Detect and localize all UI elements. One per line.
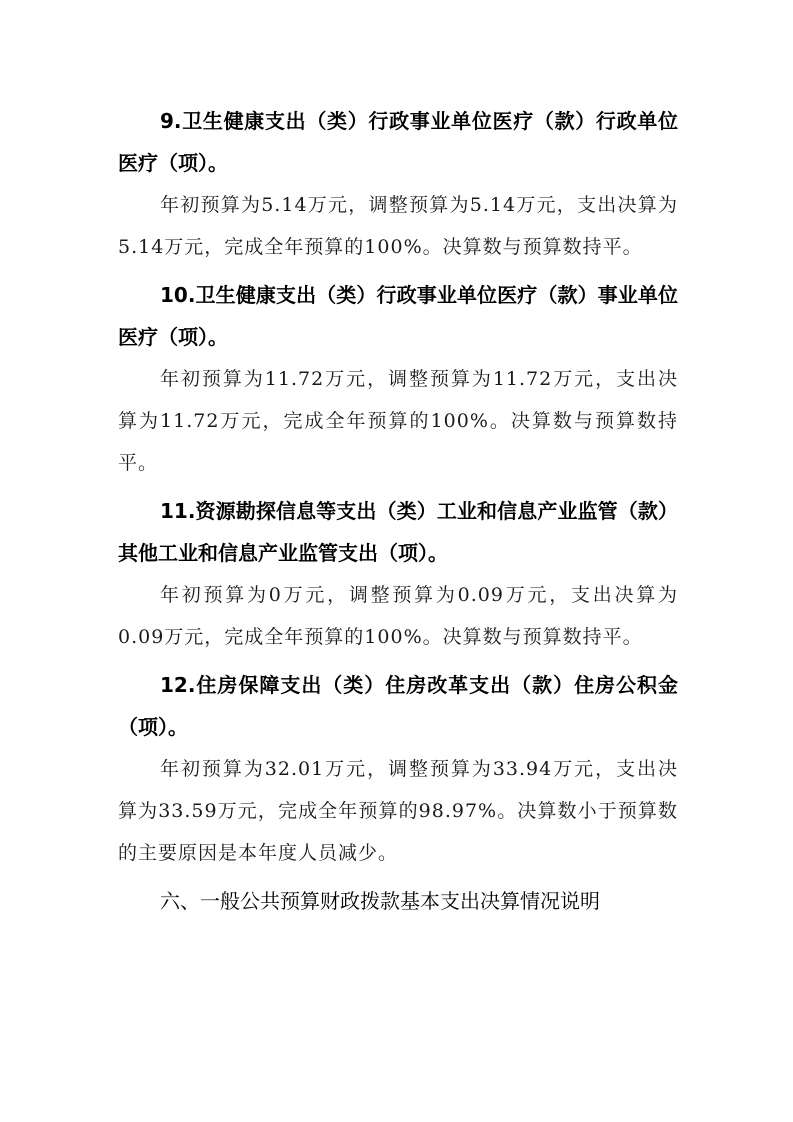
item-heading: 10.卫生健康支出（类）行政事业单位医疗（款）事业单位医疗（项）。 [118, 283, 678, 349]
item-heading: 9.卫生健康支出（类）行政事业单位医疗（款）行政单位医疗（项）。 [118, 109, 678, 175]
item-body: 年初预算为5.14万元，调整预算为5.14万元，支出决算为5.14万元，完成全年预算的100%。决算数与预算数持平。 [118, 194, 678, 258]
item-body: 年初预算为11.72万元，调整预算为11.72万元，支出决算为11.72万元，完成全年预算的100%。决算数与预算数持平。 [118, 368, 678, 474]
item-heading: 11.资源勘探信息等支出（类）工业和信息产业监管（款）其他工业和信息产业监管支出（项）。 [118, 499, 678, 565]
budget-item-9 [118, 100, 678, 268]
budget-item-11 [118, 490, 678, 658]
item-body: 年初预算为0万元，调整预算为0.09万元，支出决算为0.09万元，完成全年预算的100%。决算数与预算数持平。 [118, 584, 678, 648]
budget-item-12 [118, 664, 678, 874]
section-title: 六、一般公共预算财政拨款基本支出决算情况说明 [160, 889, 600, 913]
budget-item-10 [118, 274, 678, 484]
item-body: 年初预算为32.01万元，调整预算为33.94万元，支出决算为33.59万元，完成全年预算的98.97%。决算数小于预算数的主要原因是本年度人员减少。 [118, 758, 678, 864]
item-heading: 12.住房保障支出（类）住房改革支出（款）住房公积金（项）。 [118, 673, 678, 739]
document-body [118, 100, 678, 922]
